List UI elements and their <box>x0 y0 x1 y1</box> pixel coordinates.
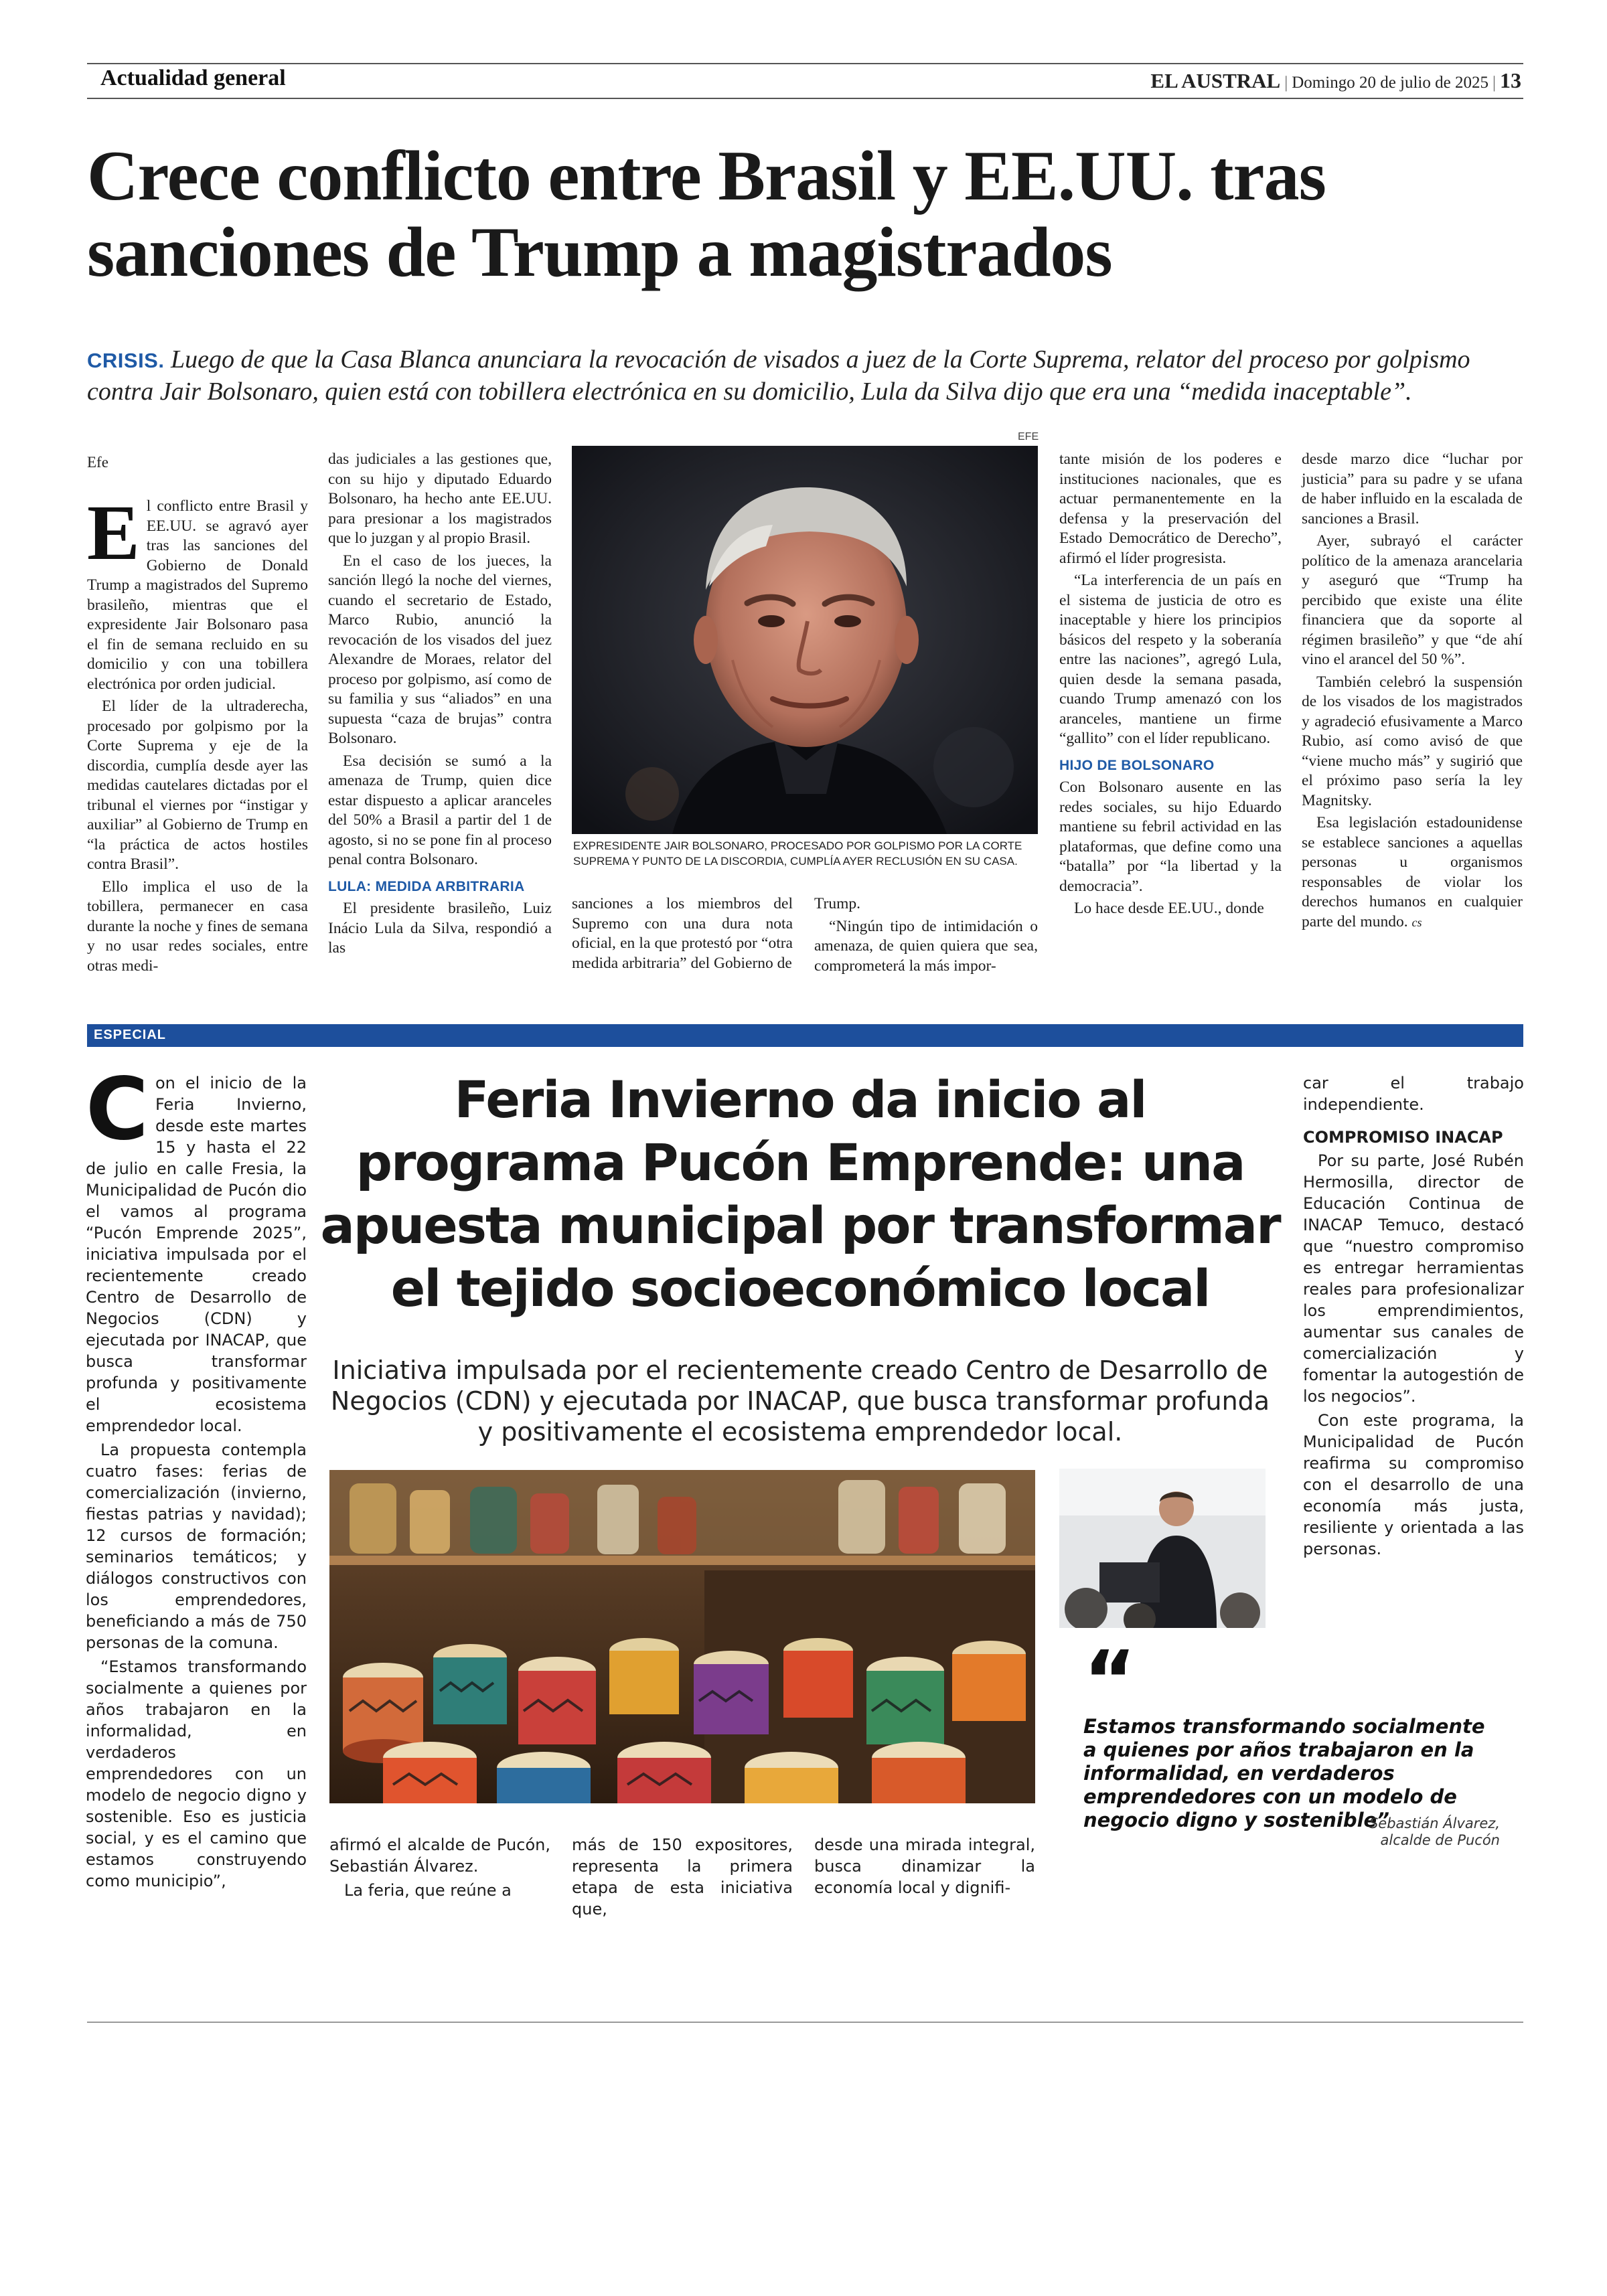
paragraph: más de 150 expositores, representa la primera etapa de esta iniciativa que, <box>572 1835 793 1918</box>
article1-column-2 <box>328 450 552 961</box>
quote-name: Sebastián Álvarez, <box>1369 1815 1500 1831</box>
paragraph: El líder de la ultraderecha, procesado por golpismo por la Corte Suprema y eje de la discordia, cumplía desde ayer las medidas cautelares dictadas por el tribunal el viernes por “instigar y auxiliar” al Gobierno de Trump en “la práctica de actos hostiles contra Brasil”. <box>87 698 308 873</box>
special-bottom-column-2 <box>572 1834 793 1922</box>
paragraph: La propuesta contempla cuatro fases: ferias de comercialización (invierno, fiestas patrias y navidad); 12 cursos de formación; seminarios temáticos; y diálogos constructivos con los emprendedores, beneficiando a más de 750 personas de la comuna. <box>86 1441 307 1652</box>
paragraph: “Ningún tipo de intimidación o amenaza, de quien quiera que sea, comprometerá la más impor- <box>814 917 1038 975</box>
section-label: Actualidad general <box>100 66 286 90</box>
article1-column-5 <box>1059 450 1282 922</box>
quote-mark-icon: “ <box>1083 1635 1136 1728</box>
paragraph: car el trabajo independiente. <box>1303 1074 1524 1114</box>
paragraph: Lo hace desde EE.UU., donde <box>1074 900 1264 917</box>
paragraph: “La interferencia de un país en el sistema de justicia de otro es inaceptable y hiere los principios básicos del respeto y la soberanía entre las naciones”, agregó Lula, quien desde la semana pasada, cuando Trump amenazó con los aranceles, mantiene un firme “gallito” con el líder republicano. <box>1059 572 1282 747</box>
quote-role: alcalde de Pucón <box>1380 1832 1500 1848</box>
paragraph: Trump. <box>814 895 861 912</box>
paragraph: “Estamos transformando socialmente a quienes por años trabajaron en la informalidad, en verdaderos emprendedores con un modelo de negocio digno y sostenible. Eso es justicia social, y es el camino que estamos construyendo como municipio”, <box>86 1657 307 1890</box>
drop-cap: C <box>86 1060 149 1159</box>
paragraph: Con el inicio de la Feria Invierno, desde este martes 15 y hasta el 22 de julio en calle Fresia, la Municipalidad de Pucón dio el vamos al programa “Pucón Emprende 2025”, iniciativa impulsada por el recientemente creado Centro de Desarrollo de Negocios (CDN) y ejecutada por INACAP, que busca transformar profunda y positivamente el ecosistema emprendedor local. <box>86 1060 307 1435</box>
paragraph: Por su parte, José Rubén Hermosilla, director de Educación Continua de INACAP Temuco, destacó que “nuestro compromiso es entregar herramientas reales para profesionalizar los emprendimientos, aumentar sus canales de comercialización y fomentar la autogestión de los negocios”. <box>1303 1151 1524 1406</box>
paragraph: afirmó el alcalde de Pucón, Sebastián Álvarez. <box>329 1835 550 1876</box>
paragraph: El presidente brasileño, Luiz Inácio Lula da Silva, respondió a las <box>328 900 552 957</box>
end-mark: cs <box>1411 915 1422 929</box>
bolsonaro-photo <box>572 446 1038 834</box>
paragraph: Esa decisión se sumó a la amenaza de Trump, quien dice estar dispuesto a aplicar aranceles del 50% a Brasil a partir del 1 de agosto, si no se pone fin al proceso penal contra Bolsonaro. <box>328 752 552 868</box>
paragraph: Con este programa, la Municipalidad de Pucón reafirma su compromiso con el desarrollo de una economía más justa, resiliente y orientada a las personas. <box>1303 1411 1524 1558</box>
byline: Efe <box>87 454 108 471</box>
special-left-column <box>86 1060 307 1894</box>
article1-column-4 <box>814 894 1038 979</box>
photo-credit: EFE <box>1018 431 1039 442</box>
masthead: EL AUSTRAL | Domingo 20 de julio de 2025 | 13 <box>1150 68 1521 92</box>
special-bottom-column-3 <box>814 1834 1035 1901</box>
special-bottom-column-1 <box>329 1834 550 1904</box>
market-stall-image <box>329 1470 1035 1803</box>
headline-line-2: sanciones de Trump a magistrados <box>87 213 1112 291</box>
quote-attribution <box>1326 1815 1500 1849</box>
paragraph: Esa legislación estadounidense se establece sanciones a aquellas personas u organismos responsables de violar los derechos humanos en cualquier parte del mundo. cs <box>1302 814 1523 930</box>
paragraph: tante misión de los poderes e instituciones nacionales, que es actuar permanentemente en la defensa y la preservación del Estado Democrático de Derecho”, afirmó el líder progresista. <box>1059 450 1282 567</box>
feria-market-photo <box>329 1470 1035 1803</box>
paragraph: sanciones a los miembros del Supremo con una dura nota oficial, en la que protestó por “otra medida arbitraria” del Gobierno de <box>572 895 793 972</box>
subhead-hijo: HIJO DE BOLSONARO <box>1059 757 1215 773</box>
especial-label: ESPECIAL <box>94 1028 167 1042</box>
paragraph: El conflicto entre Brasil y EE.UU. se agravó ayer tras las sanciones del Gobierno de Donald Trump a magistrados del Supremo brasileño, mientras que el expresidente Jair Bolsonaro pasa el fin de semana recluido en su domicilio y con una tobillera electrónica por orden judicial. <box>87 489 308 693</box>
paragraph: das judiciales a las gestiones que, con su hijo y diputado Eduardo Bolsonaro, ha hecho ante EE.UU. para presionar a los magistrados que lo juzgan y al propio Brasil. <box>328 450 552 547</box>
subhead-compromiso: COMPROMISO INACAP <box>1303 1128 1503 1147</box>
paragraph: Con Bolsonaro ausente en las redes sociales, su hijo Eduardo mantiene su febril actividad en las plataformas, que define como una “batalla” por “la libertad y la democracia”. <box>1059 778 1282 895</box>
paragraph: Ello implica el uso de la tobillera, permanecer en casa durante la noche y fines de semana y no usar redes sociales, entre otras medi- <box>87 878 308 975</box>
article1-column-3 <box>572 894 793 976</box>
article1-column-1 <box>87 489 308 979</box>
bottom-rule <box>87 2022 1523 2023</box>
issue-date: Domingo 20 de julio de 2025 <box>1292 74 1488 92</box>
paper-name: EL AUSTRAL <box>1150 69 1281 92</box>
page-number: 13 <box>1500 68 1521 92</box>
especial-band <box>87 1024 1523 1047</box>
photo-caption: EXPRESIDENTE JAIR BOLSONARO, PROCESADO POR GOLPISMO POR LA CORTE SUPREMA Y PUNTO DE LA DISCORDIA, CUMPLÍA AYER RECLUSIÓN EN SU CASA. <box>573 839 1022 868</box>
drop-cap: E <box>87 489 140 576</box>
paragraph: La feria, que reúne a <box>344 1881 512 1900</box>
article1-column-6 <box>1302 450 1523 935</box>
header-bottom-rule <box>87 98 1523 99</box>
paragraph: También celebró la suspensión de los visados de los magistrados y agradeció efusivamente a Marco Rubio, así como avisó de que “viene mucho más” y sugirió que el próximo paso sería la ley Magnitsky. <box>1302 673 1523 809</box>
paragraph: En el caso de los jueces, la sanción llegó la noche del viernes, cuando el secretario de Estado, Marco Rubio, anunció la revocación de los visados del juez Alexandre de Moraes, relator del proceso por golpismo, así como de su familia y sus “aliados” en una supuesta “caza de brujas” contra Bolsonaro. <box>328 552 552 747</box>
bolsonaro-portrait-image <box>572 446 1038 834</box>
paragraph: desde marzo dice “luchar por justicia” para su padre y se ufana de haber influido en la escalada de sanciones a Brasil. <box>1302 450 1523 527</box>
special-headline: Feria Invierno da inicio al programa Pucón Emprende: una apuesta municipal por transformar el tejido socioeconómico local <box>320 1070 1280 1318</box>
headline-line-1: Crece conflicto entre Brasil y EE.UU. tras <box>87 137 1326 215</box>
deck-text: Luego de que la Casa Blanca anunciara la revocación de visados a juez de la Corte Suprema, relator del proceso por golpismo contra Jair Bolsonaro, quien está con tobillera electrónica en su domicilio, Lula da Silva dijo que era una “medida inaceptable”. <box>87 345 1470 406</box>
paragraph: Ayer, subrayó el carácter político de la amenaza arancelaria y aseguró que “Trump ha percibido que existe una élite financiera que da soporte al régimen brasileño” y que “de ahí vino el arancel del 50 %”. <box>1302 532 1523 668</box>
pull-quote: Estamos transformando socialmente a quienes por años trabajaron en la informalidad, en verdaderos emprendedores con un modelo de negocio digno y sostenible” <box>1083 1715 1485 1831</box>
header-top-rule <box>87 63 1523 64</box>
speaker-photo <box>1059 1469 1266 1628</box>
speaker-image <box>1059 1469 1266 1628</box>
deck-kicker: CRISIS. <box>87 349 165 372</box>
article1-deck <box>87 344 1527 407</box>
special-deck: Iniciativa impulsada por el recientemente creado Centro de Desarrollo de Negocios (CDN) y ejecutada por INACAP, que busca transformar profunda y positivamente el ecosistema emprendedor local. <box>330 1356 1270 1447</box>
paragraph: desde una mirada integral, busca dinamizar la economía local y dignifi- <box>814 1835 1035 1897</box>
special-right-column <box>1303 1072 1524 1562</box>
subhead-lula: LULA: MEDIDA ARBITRARIA <box>328 878 525 894</box>
headline-article1 <box>87 138 1527 291</box>
